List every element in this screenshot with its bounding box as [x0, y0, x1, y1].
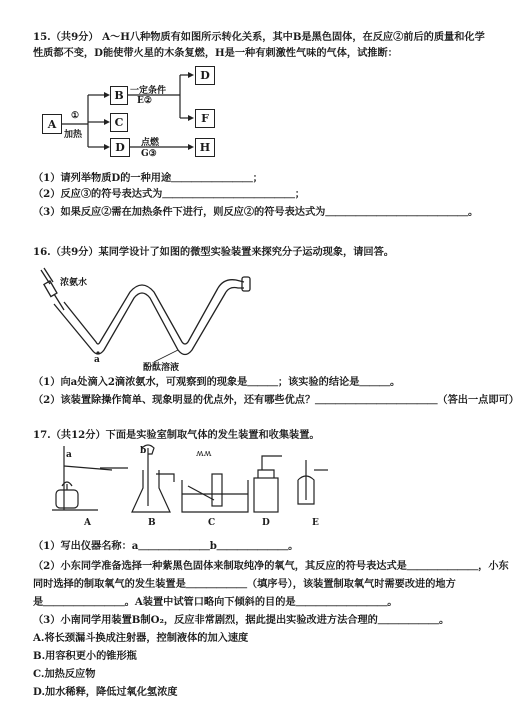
q15-sub1: （1）请列举物质D的一种用途＿＿＿＿＿＿＿＿； [33, 172, 263, 184]
q17-sub2-line1: （2）小东同学准备选择一种紫黑色固体来制取纯净的氧气，其反应的符号表达式是＿＿＿＿＿＿＿，小东 [33, 560, 509, 572]
apparatus-label-c: C [208, 518, 216, 528]
condition-label: 一定条件 [130, 86, 167, 96]
q17-option-c: C.加热反应物 [33, 668, 96, 680]
apparatus-label-d: D [262, 518, 270, 528]
heat-label: 加热 [64, 130, 83, 140]
q15-sub2: （2）反应③的符号表达式为＿＿＿＿＿＿＿＿＿＿＿＿＿； [33, 188, 305, 200]
node-c: C [110, 113, 128, 132]
gas-apparatus-figure [48, 440, 348, 520]
q15-stem-line2: 性质都不变，D能使带火星的木条复燃，H是一种有刺激性气味的气体，试推断： [33, 47, 398, 59]
q16-sub2: （2）该装置除操作简单、现象明显的优点外，还有哪些优点？＿＿＿＿＿＿＿＿＿＿＿＿（答出一点即可） [33, 394, 519, 406]
q16-sub1: （1）向a处滴入2滴浓氨水，可观察到的现象是＿＿＿；该实验的结论是＿＿＿。 [33, 376, 401, 388]
q15-sub3: （3）如果反应②需在加热条件下进行，则反应②的符号表达式为＿＿＿＿＿＿＿＿＿＿＿＿＿＿。 [33, 206, 479, 218]
phenolphthalein-label: 酚酞溶液 [143, 363, 180, 373]
node-a: A [42, 114, 62, 134]
instrument-b-label: b [140, 446, 147, 456]
q15-stem-line1: 15.（共9分） A～H八种物质有如图所示转化关系，其中B是黑色固体，在反应②前后的质量和化学 [33, 31, 485, 43]
q17-option-a: A.将长颈漏斗换成注射器，控制液体的加入速度 [33, 632, 249, 644]
g3-label: G③ [141, 149, 157, 159]
ammonia-label: 浓氨水 [60, 278, 88, 288]
e2-label: E② [137, 96, 152, 106]
q17-sub3: （3）小南同学用装置B制O₂，反应非常剧烈，据此提出实验改进方法合理的＿＿＿＿＿＿。 [33, 614, 450, 626]
node-h: H [195, 138, 215, 157]
node-d-upper: D [195, 66, 215, 85]
reaction-1-label: ① [71, 111, 80, 121]
node-f: F [195, 109, 215, 128]
q17-stem: 17.（共12分）下面是实验室制取气体的发生装置和收集装置。 [33, 429, 320, 441]
node-b: B [110, 86, 128, 105]
q16-stem: 16.（共9分）某同学设计了如图的微型实验装置来探究分子运动现象，请回答。 [33, 246, 394, 258]
apparatus-label-a: A [84, 518, 91, 528]
q17-sub2-line3: 是＿＿＿＿＿＿＿＿。A装置中试管口略向下倾斜的目的是＿＿＿＿＿＿＿＿＿。 [33, 596, 398, 608]
apparatus-label-b: B [148, 518, 156, 528]
ignite-label: 点燃 [141, 138, 160, 148]
q17-sub1: （1）写出仪器名称：a＿＿＿＿＿＿＿b＿＿＿＿＿＿＿。 [33, 540, 299, 552]
instrument-a-label: a [66, 450, 72, 460]
svg-text:ʍʍ: ʍʍ [196, 449, 212, 459]
q17-option-b: B.用容积更小的锥形瓶 [33, 650, 137, 662]
point-a-label: a [94, 355, 100, 365]
node-d-lower: D [110, 138, 130, 157]
q17-sub2-line2: 同时选择的制取氧气的发生装置是＿＿＿＿＿＿（填序号），该装置制取氧气时需要改进的地方 [33, 578, 456, 590]
q17-option-d: D.加水稀释，降低过氧化氢浓度 [33, 686, 178, 698]
apparatus-label-e: E [312, 518, 319, 528]
